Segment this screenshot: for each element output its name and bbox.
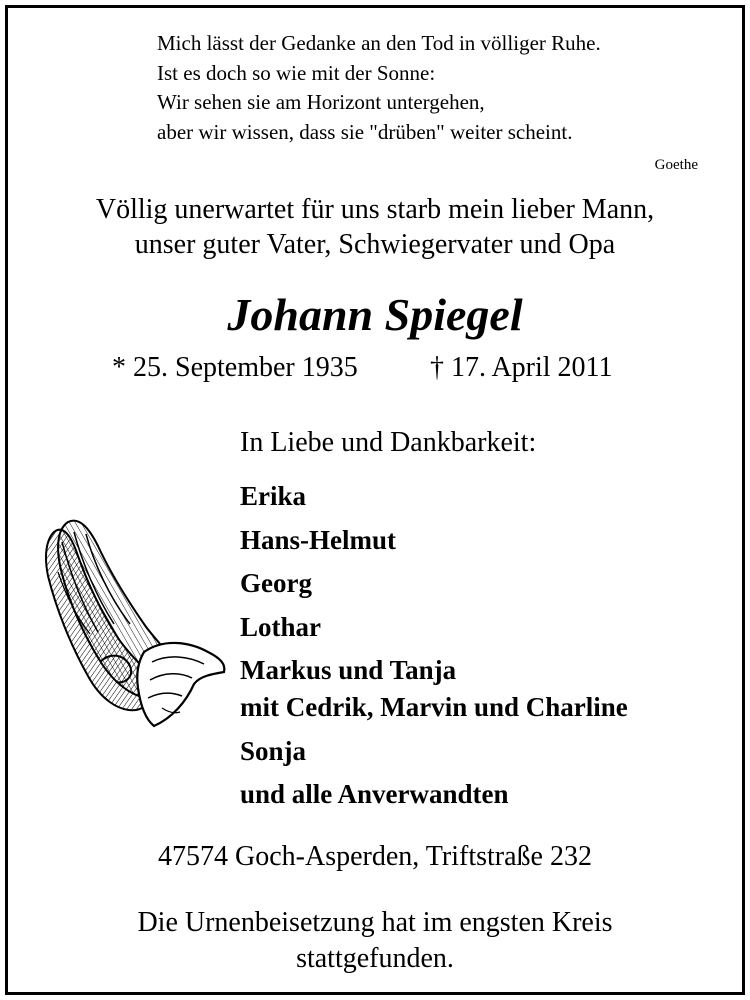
- mourner-name: Erika: [240, 481, 307, 511]
- announcement-text: [0, 192, 750, 262]
- mourner-name: Sonja: [240, 735, 307, 766]
- mourner-name: und alle Anverwandten: [240, 779, 509, 809]
- poem-line: Mich lässt der Gedanke an den Tod in völliger Ruhe.: [157, 31, 601, 55]
- mourner-name: Markus und Tanja: [240, 655, 457, 685]
- announcement-line: unser guter Vater, Schwiegervater und Opa: [134, 229, 616, 260]
- burial-line: Die Urnenbeisetzung hat im engsten Kreis: [137, 907, 613, 938]
- birth-date: * 25. September 1935: [112, 352, 358, 383]
- mourner-name: Hans-Helmut: [240, 524, 397, 555]
- burial-line: stattgefunden.: [296, 943, 454, 974]
- poem-line: aber wir wissen, dass sie "drüben" weiter scheint.: [157, 119, 573, 144]
- poem-author: Goethe: [654, 157, 698, 173]
- mourner-name: mit Cedrik, Marvin und Charline: [240, 692, 628, 722]
- mourner-name: Lothar: [240, 611, 321, 642]
- mourners-list: [240, 478, 628, 820]
- burial-notice: [0, 905, 750, 977]
- death-date: † 17. April 2011: [430, 352, 613, 383]
- poem-quote: [157, 29, 601, 147]
- poem-line: Ist es doch so wie mit der Sonne:: [157, 60, 436, 85]
- poem-line: Wir sehen sie am Horizont untergehen,: [157, 90, 485, 114]
- mourners-intro: In Liebe und Dankbarkeit:: [240, 427, 537, 458]
- praying-hands-icon: [40, 512, 230, 742]
- deceased-name: Johann Spiegel: [227, 289, 523, 340]
- family-address: 47574 Goch-Asperden, Triftstraße 232: [158, 841, 592, 872]
- announcement-line: Völlig unerwartet für uns starb mein lieber Mann,: [95, 194, 655, 225]
- mourner-name: Georg: [240, 568, 312, 598]
